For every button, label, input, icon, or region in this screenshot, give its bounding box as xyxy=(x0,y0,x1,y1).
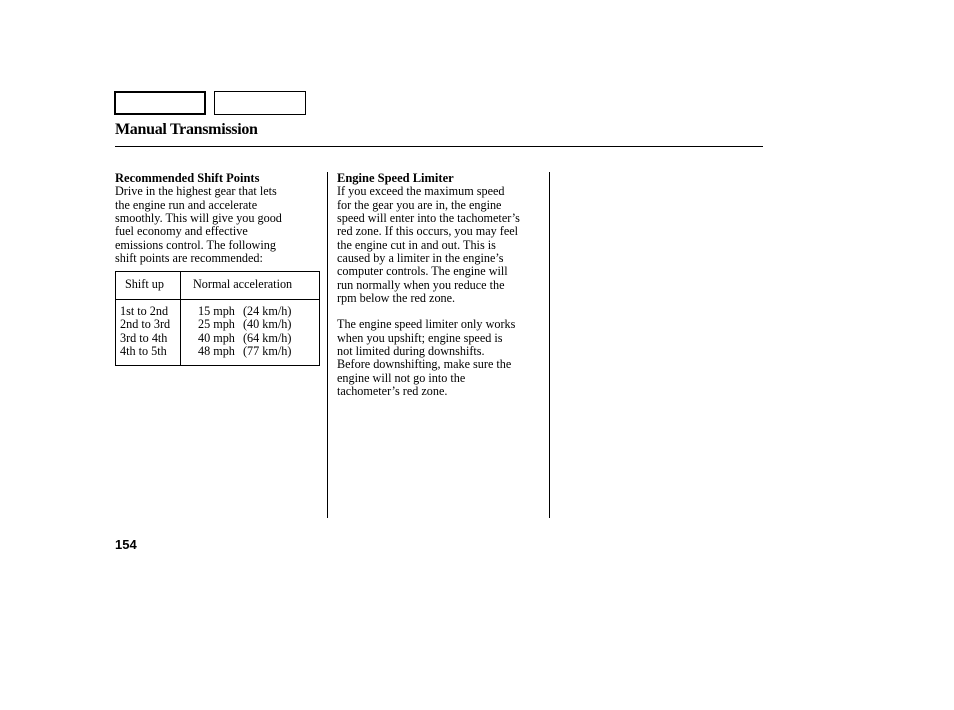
column-divider xyxy=(549,172,550,518)
text-line: If you exceed the maximum speed xyxy=(337,184,505,199)
table-row xyxy=(198,345,291,358)
text-line: run normally when you reduce the xyxy=(337,277,505,292)
table-row xyxy=(198,318,291,331)
nav-button-table-of-contents[interactable] xyxy=(214,91,306,115)
paragraph xyxy=(337,185,547,305)
nav-button-main-menu[interactable] xyxy=(114,91,206,115)
table-row xyxy=(198,305,291,318)
table-row xyxy=(198,332,291,345)
text-line: The engine speed limiter only works xyxy=(337,317,516,332)
text-line: for the gear you are in, the engine xyxy=(337,197,502,212)
text-line: speed will enter into the tachometer’s xyxy=(337,211,520,226)
text-line: smoothly. This will give you good xyxy=(115,211,282,226)
section-heading-shift-points: Recommended Shift Points xyxy=(115,171,260,185)
text-line: fuel economy and effective xyxy=(115,224,248,239)
text-line: caused by a limiter in the engine’s xyxy=(337,251,504,266)
text-line: Before downshifting, make sure the xyxy=(337,357,512,372)
table-cell-gear: 2nd to 3rd xyxy=(120,317,171,332)
speed-column xyxy=(198,305,291,358)
table-cell-kmh: (77 km/h) xyxy=(243,344,292,359)
shift-points-table xyxy=(115,271,320,366)
table-header-normal-acceleration: Normal acceleration xyxy=(193,277,293,291)
table-cell-gear: 3rd to 4th xyxy=(120,330,168,345)
table-column-divider xyxy=(180,272,181,365)
table-cell-mph: 15 mph xyxy=(198,304,235,318)
table-cell-kmh: (40 km/h) xyxy=(243,317,292,332)
text-line: engine will not go into the xyxy=(337,370,466,385)
table-cell-kmh: (24 km/h) xyxy=(243,304,292,318)
text-line: the engine cut in and out. This is xyxy=(337,237,496,252)
text-line: Drive in the highest gear that lets xyxy=(115,184,277,199)
table-cell-gear: 1st to 2nd xyxy=(120,304,169,318)
page-number: 154 xyxy=(115,537,137,552)
text-line: tachometer’s red zone. xyxy=(337,384,448,399)
table-header-divider xyxy=(116,299,319,300)
text-line: computer controls. The engine will xyxy=(337,264,508,279)
table-cell-kmh: (64 km/h) xyxy=(243,330,292,345)
table-cell-gear: 4th to 5th xyxy=(120,344,167,359)
table-cell-mph: 40 mph xyxy=(198,330,235,345)
text-line: not limited during downshifts. xyxy=(337,344,485,359)
text-line: the engine run and accelerate xyxy=(115,197,258,212)
text-line: shift points are recommended: xyxy=(115,251,263,266)
section-heading-engine-speed-limiter: Engine Speed Limiter xyxy=(337,171,454,185)
text-line: red zone. If this occurs, you may feel xyxy=(337,224,519,239)
right-column xyxy=(337,172,547,399)
column-divider xyxy=(327,172,328,518)
title-divider xyxy=(115,146,763,147)
table-cell-mph: 25 mph xyxy=(198,317,235,332)
left-column xyxy=(115,172,320,265)
page-title: Manual Transmission xyxy=(115,121,258,138)
paragraph xyxy=(337,318,547,398)
text-line: when you upshift; engine speed is xyxy=(337,330,503,345)
table-header-shift-up: Shift up xyxy=(125,277,164,291)
table-cell-mph: 48 mph xyxy=(198,344,235,359)
text-line: emissions control. The following xyxy=(115,237,276,252)
gear-column xyxy=(120,305,170,358)
text-line: rpm below the red zone. xyxy=(337,291,456,306)
